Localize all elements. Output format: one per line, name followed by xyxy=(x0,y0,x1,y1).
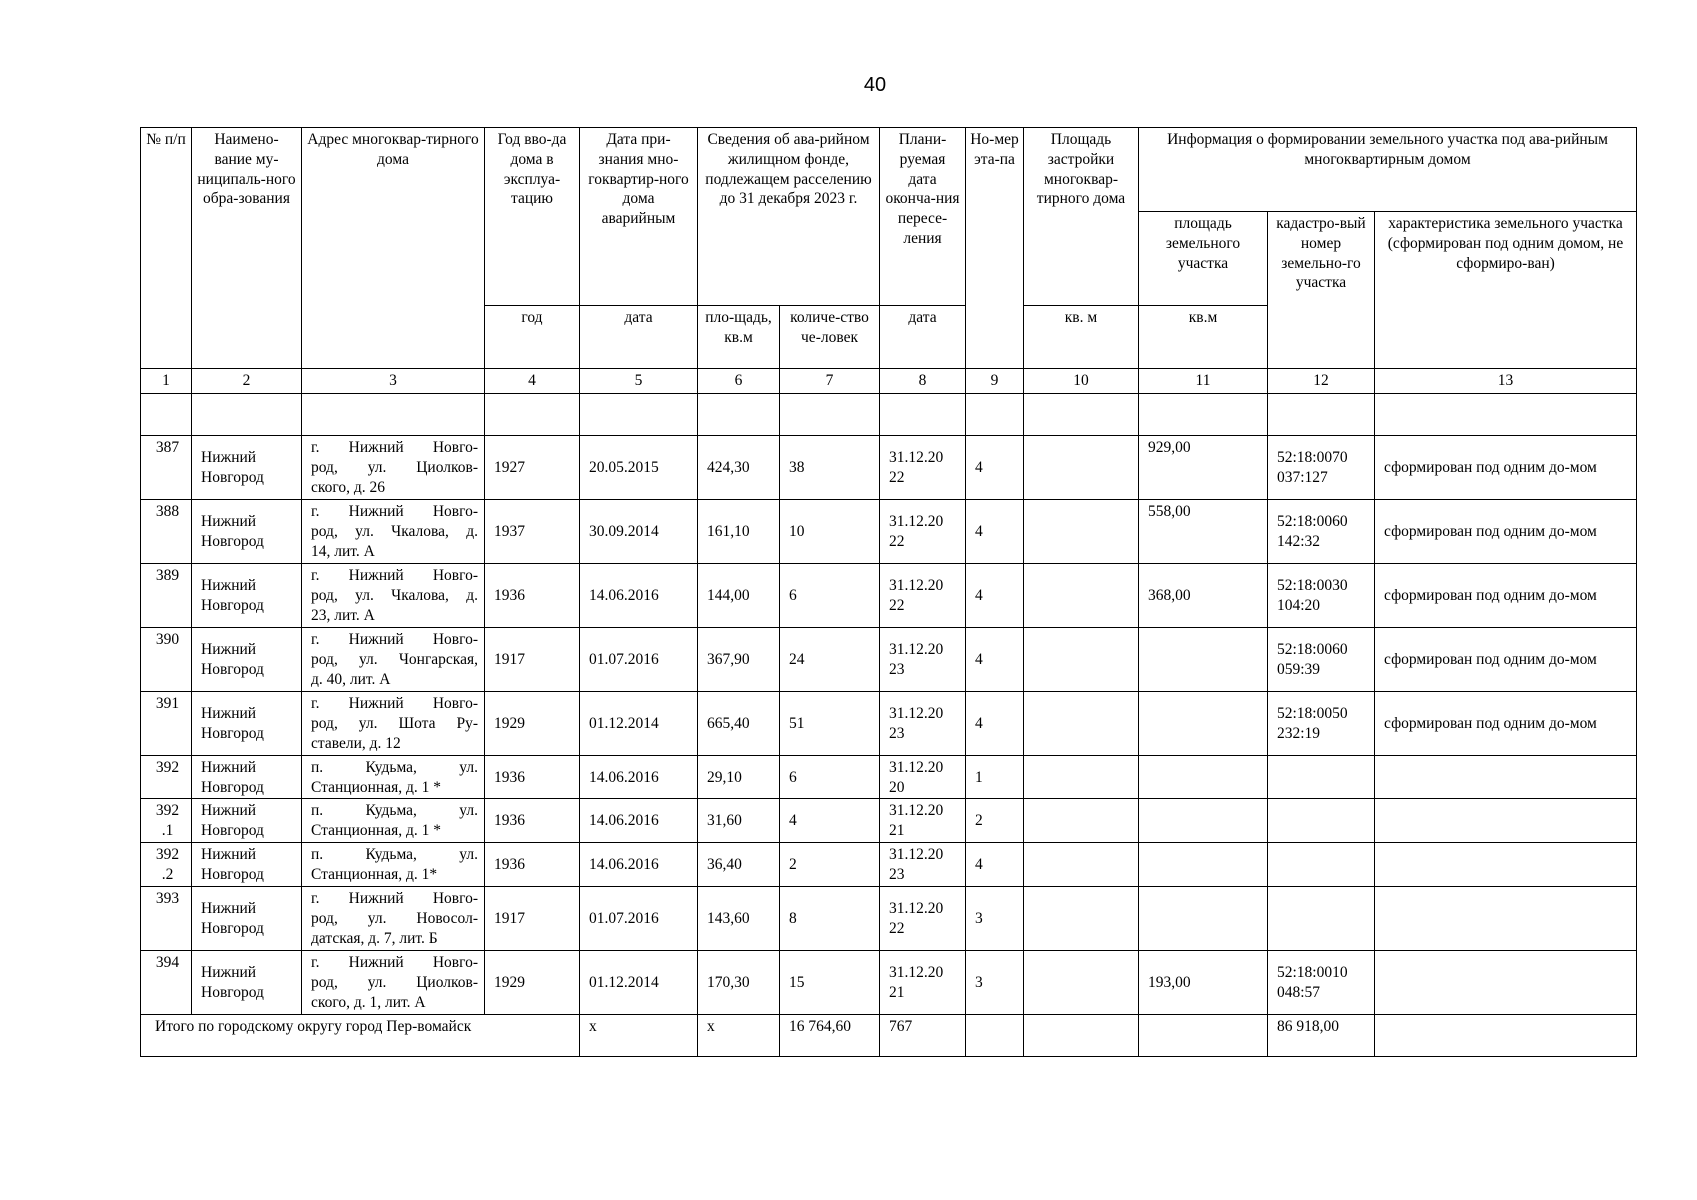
row-area: 367,90 xyxy=(698,627,780,691)
row-number: 394 xyxy=(141,950,192,1014)
address-line: г. Нижний Новго- xyxy=(311,890,478,908)
row-number: 387 xyxy=(141,435,192,499)
column-index: 7 xyxy=(780,369,880,394)
row-land-characteristic: сформирован под одним до-мом xyxy=(1375,499,1637,563)
row-area: 424,30 xyxy=(698,435,780,499)
unit-land-area: кв.м xyxy=(1139,306,1268,369)
row-year: 1927 xyxy=(485,435,580,499)
header-address: Адрес многоквар-тирного дома xyxy=(302,128,485,369)
row-planned-date: 31.12.20 22 xyxy=(880,435,966,499)
table-row xyxy=(141,799,1637,843)
header-num: № п/п xyxy=(141,128,192,369)
column-index: 4 xyxy=(485,369,580,394)
row-land-characteristic: сформирован под одним до-мом xyxy=(1375,435,1637,499)
row-planned-date: 31.12.20 20 xyxy=(880,755,966,799)
total-land-area: 86 918,00 xyxy=(1268,1014,1375,1056)
row-municipality: Нижний Новгород xyxy=(192,755,302,799)
row-stage: 2 xyxy=(966,799,1024,843)
unit-area: пло-щадь, кв.м xyxy=(698,306,780,369)
total-stage xyxy=(1024,1014,1139,1056)
header-emergency-fund: Сведения об ава-рийном жилищном фонде, подлежащем расселению до 31 декабря 2023 г. xyxy=(698,128,880,306)
row-year: 1917 xyxy=(485,627,580,691)
row-land-characteristic: сформирован под одним до-мом xyxy=(1375,563,1637,627)
table-row xyxy=(141,843,1637,887)
row-recognition-date: 01.07.2016 xyxy=(580,627,698,691)
page-number: 40 xyxy=(863,74,887,96)
row-people: 24 xyxy=(780,627,880,691)
row-building-area xyxy=(1024,499,1139,563)
row-area: 665,40 xyxy=(698,691,780,755)
row-building-area xyxy=(1024,755,1139,799)
header-cadastral: кадастро-вый номер земельно-го участка xyxy=(1268,212,1375,369)
row-building-area xyxy=(1024,563,1139,627)
row-address xyxy=(302,950,485,1014)
row-land-characteristic xyxy=(1375,886,1637,950)
row-year: 1936 xyxy=(485,799,580,843)
row-year: 1937 xyxy=(485,499,580,563)
table-row xyxy=(141,499,1637,563)
row-planned-date: 31.12.20 22 xyxy=(880,563,966,627)
column-index: 1 xyxy=(141,369,192,394)
row-land-area: 368,00 xyxy=(1139,563,1268,627)
row-building-area xyxy=(1024,691,1139,755)
row-people: 10 xyxy=(780,499,880,563)
row-people: 51 xyxy=(780,691,880,755)
row-land-characteristic: сформирован под одним до-мом xyxy=(1375,691,1637,755)
row-planned-date: 31.12.20 21 xyxy=(880,799,966,843)
row-planned-date: 31.12.20 23 xyxy=(880,691,966,755)
row-year: 1929 xyxy=(485,950,580,1014)
row-year: 1936 xyxy=(485,563,580,627)
address-line: 14, лит. А xyxy=(311,542,375,560)
row-recognition-date: 14.06.2016 xyxy=(580,843,698,887)
total-building-area xyxy=(1139,1014,1268,1056)
row-people: 8 xyxy=(780,886,880,950)
row-stage: 4 xyxy=(966,627,1024,691)
row-area: 29,10 xyxy=(698,755,780,799)
row-area: 161,10 xyxy=(698,499,780,563)
row-cadastral: 52:18:0030 104:20 xyxy=(1268,563,1375,627)
total-people: 767 xyxy=(880,1014,966,1056)
row-stage: 3 xyxy=(966,886,1024,950)
row-number: 391 xyxy=(141,691,192,755)
row-stage: 1 xyxy=(966,755,1024,799)
row-cadastral: 52:18:0060 059:39 xyxy=(1268,627,1375,691)
row-recognition-date: 01.12.2014 xyxy=(580,691,698,755)
row-land-area: 929,00 xyxy=(1139,435,1268,499)
row-municipality: Нижний Новгород xyxy=(192,950,302,1014)
row-recognition-date: 14.06.2016 xyxy=(580,563,698,627)
address-line: ставели, д. 12 xyxy=(311,734,401,752)
row-address xyxy=(302,691,485,755)
row-number: 389 xyxy=(141,563,192,627)
row-land-area xyxy=(1139,799,1268,843)
row-recognition-date: 14.06.2016 xyxy=(580,799,698,843)
address-line: г. Нижний Новго- xyxy=(311,503,478,521)
row-year: 1917 xyxy=(485,886,580,950)
row-building-area xyxy=(1024,843,1139,887)
row-planned-date: 31.12.20 22 xyxy=(880,499,966,563)
unit-planned-date: дата xyxy=(880,306,966,369)
row-area: 170,30 xyxy=(698,950,780,1014)
row-recognition-date: 01.12.2014 xyxy=(580,950,698,1014)
row-year: 1936 xyxy=(485,755,580,799)
row-land-area xyxy=(1139,843,1268,887)
header-building-area: Площадь застройки многоквар-тирного дома xyxy=(1024,128,1139,306)
row-address xyxy=(302,627,485,691)
row-planned-date: 31.12.20 23 xyxy=(880,843,966,887)
row-cadastral: 52:18:0070 037:127 xyxy=(1268,435,1375,499)
total-planned-date xyxy=(966,1014,1024,1056)
address-line: г. Нижний Новго- xyxy=(311,567,478,585)
address-line: род, ул. Чкалова, д. xyxy=(311,522,478,540)
column-index: 11 xyxy=(1139,369,1268,394)
total-year: х xyxy=(580,1014,698,1056)
table-row xyxy=(141,627,1637,691)
row-stage: 4 xyxy=(966,435,1024,499)
row-recognition-date: 14.06.2016 xyxy=(580,755,698,799)
row-planned-date: 31.12.20 23 xyxy=(880,627,966,691)
row-municipality: Нижний Новгород xyxy=(192,627,302,691)
row-cadastral: 52:18:0010 048:57 xyxy=(1268,950,1375,1014)
row-municipality: Нижний Новгород xyxy=(192,499,302,563)
address-line: Станционная, д. 1 * xyxy=(311,778,441,796)
column-index-row xyxy=(141,369,1637,394)
table-row xyxy=(141,563,1637,627)
row-land-area: 193,00 xyxy=(1139,950,1268,1014)
row-number: 392 xyxy=(141,755,192,799)
row-people: 6 xyxy=(780,563,880,627)
address-line: род, ул. Чкалова, д. xyxy=(311,586,478,604)
column-index: 3 xyxy=(302,369,485,394)
table-row xyxy=(141,435,1637,499)
row-recognition-date: 01.07.2016 xyxy=(580,886,698,950)
address-line: род, ул. Циолков- xyxy=(311,458,478,476)
row-recognition-date: 20.05.2015 xyxy=(580,435,698,499)
row-area: 31,60 xyxy=(698,799,780,843)
address-line: род, ул. Циолков- xyxy=(311,973,478,991)
row-municipality: Нижний Новгород xyxy=(192,886,302,950)
column-index: 13 xyxy=(1375,369,1637,394)
row-land-area xyxy=(1139,627,1268,691)
row-area: 143,60 xyxy=(698,886,780,950)
column-index: 9 xyxy=(966,369,1024,394)
spacer-row xyxy=(141,393,1637,435)
address-line: род, ул. Чонгарская, xyxy=(311,650,478,668)
table-row xyxy=(141,691,1637,755)
row-people: 2 xyxy=(780,843,880,887)
header-land-characteristic: характеристика земельного участка (сформирован под одним домом, не сформиро-ван) xyxy=(1375,212,1637,369)
row-building-area xyxy=(1024,950,1139,1014)
row-stage: 3 xyxy=(966,950,1024,1014)
row-address xyxy=(302,755,485,799)
address-line: п. Кудьма, ул. xyxy=(311,758,478,776)
total-cadastral xyxy=(1375,1014,1637,1056)
row-year: 1936 xyxy=(485,843,580,887)
address-line: г. Нижний Новго- xyxy=(311,695,478,713)
header-land-area: площадь земельного участка xyxy=(1139,212,1268,306)
column-index: 6 xyxy=(698,369,780,394)
row-land-characteristic xyxy=(1375,755,1637,799)
column-index: 12 xyxy=(1268,369,1375,394)
column-index: 10 xyxy=(1024,369,1139,394)
row-municipality: Нижний Новгород xyxy=(192,799,302,843)
header-recognition-date: Дата при-знания мно-гоквартир-ного дома аварийным xyxy=(580,128,698,306)
row-number: 392 .1 xyxy=(141,799,192,843)
column-index: 2 xyxy=(192,369,302,394)
row-address xyxy=(302,499,485,563)
address-line: род, ул. Новосол- xyxy=(311,909,478,927)
row-people: 15 xyxy=(780,950,880,1014)
row-stage: 4 xyxy=(966,563,1024,627)
row-planned-date: 31.12.20 22 xyxy=(880,886,966,950)
row-cadastral xyxy=(1268,755,1375,799)
row-year: 1929 xyxy=(485,691,580,755)
row-stage: 4 xyxy=(966,499,1024,563)
row-municipality: Нижний Новгород xyxy=(192,563,302,627)
row-building-area xyxy=(1024,435,1139,499)
address-line: датская, д. 7, лит. Б xyxy=(311,929,438,947)
table-row xyxy=(141,886,1637,950)
total-date: х xyxy=(698,1014,780,1056)
row-stage: 4 xyxy=(966,691,1024,755)
row-cadastral xyxy=(1268,843,1375,887)
row-address xyxy=(302,886,485,950)
unit-date: дата xyxy=(580,306,698,369)
address-line: г. Нижний Новго- xyxy=(311,439,478,457)
row-land-area: 558,00 xyxy=(1139,499,1268,563)
row-address xyxy=(302,799,485,843)
address-line: Станционная, д. 1 * xyxy=(311,822,441,840)
header-planned-date: Плани-руемая дата оконча-ния пересе-ления xyxy=(880,128,966,306)
row-land-characteristic: сформирован под одним до-мом xyxy=(1375,627,1637,691)
row-land-area xyxy=(1139,755,1268,799)
row-cadastral xyxy=(1268,886,1375,950)
address-line: ского, д. 26 xyxy=(311,478,385,496)
row-address xyxy=(302,563,485,627)
address-line: Станционная, д. 1* xyxy=(311,865,438,883)
row-number: 388 xyxy=(141,499,192,563)
header-municipality: Наимено-вание му-ниципаль-ного обра-зования xyxy=(192,128,302,369)
row-building-area xyxy=(1024,627,1139,691)
row-area: 144,00 xyxy=(698,563,780,627)
row-municipality: Нижний Новгород xyxy=(192,843,302,887)
row-number: 393 xyxy=(141,886,192,950)
address-line: г. Нижний Новго- xyxy=(311,954,478,972)
total-label: Итого по городскому округу город Пер-вомайск xyxy=(141,1014,580,1056)
row-cadastral: 52:18:0050 232:19 xyxy=(1268,691,1375,755)
table-row xyxy=(141,950,1637,1014)
header-land-info: Информация о формировании земельного участка под ава-рийным многоквартирным домом xyxy=(1139,128,1637,212)
row-land-area xyxy=(1139,691,1268,755)
address-line: г. Нижний Новго- xyxy=(311,631,478,649)
row-people: 38 xyxy=(780,435,880,499)
row-building-area xyxy=(1024,886,1139,950)
total-area: 16 764,60 xyxy=(780,1014,880,1056)
unit-building-area: кв. м xyxy=(1024,306,1139,369)
address-line: 23, лит. А xyxy=(311,606,375,624)
table-header xyxy=(141,128,1637,394)
column-index: 8 xyxy=(880,369,966,394)
row-address xyxy=(302,843,485,887)
emergency-housing-table xyxy=(140,127,1637,1057)
row-number: 392 .2 xyxy=(141,843,192,887)
address-line: п. Кудьма, ул. xyxy=(311,846,478,864)
row-planned-date: 31.12.20 21 xyxy=(880,950,966,1014)
row-address xyxy=(302,435,485,499)
header-stage: Но-мер эта-па xyxy=(966,128,1024,369)
address-line: ского, д. 1, лит. А xyxy=(311,993,426,1011)
address-line: род, ул. Шота Ру- xyxy=(311,714,478,732)
row-people: 6 xyxy=(780,755,880,799)
row-land-characteristic xyxy=(1375,843,1637,887)
row-building-area xyxy=(1024,799,1139,843)
total-row xyxy=(141,1014,1637,1056)
unit-year: год xyxy=(485,306,580,369)
address-line: д. 40, лит. А xyxy=(311,670,391,688)
column-index: 5 xyxy=(580,369,698,394)
row-people: 4 xyxy=(780,799,880,843)
row-land-characteristic xyxy=(1375,799,1637,843)
row-municipality: Нижний Новгород xyxy=(192,435,302,499)
table-body xyxy=(141,393,1637,1014)
row-land-area xyxy=(1139,886,1268,950)
table-row xyxy=(141,755,1637,799)
address-line: п. Кудьма, ул. xyxy=(311,802,478,820)
row-cadastral: 52:18:0060 142:32 xyxy=(1268,499,1375,563)
header-year: Год вво-да дома в эксплуа-тацию xyxy=(485,128,580,306)
row-cadastral xyxy=(1268,799,1375,843)
row-recognition-date: 30.09.2014 xyxy=(580,499,698,563)
row-municipality: Нижний Новгород xyxy=(192,691,302,755)
row-number: 390 xyxy=(141,627,192,691)
row-stage: 4 xyxy=(966,843,1024,887)
row-land-characteristic xyxy=(1375,950,1637,1014)
unit-people: количе-ство че-ловек xyxy=(780,306,880,369)
row-area: 36,40 xyxy=(698,843,780,887)
